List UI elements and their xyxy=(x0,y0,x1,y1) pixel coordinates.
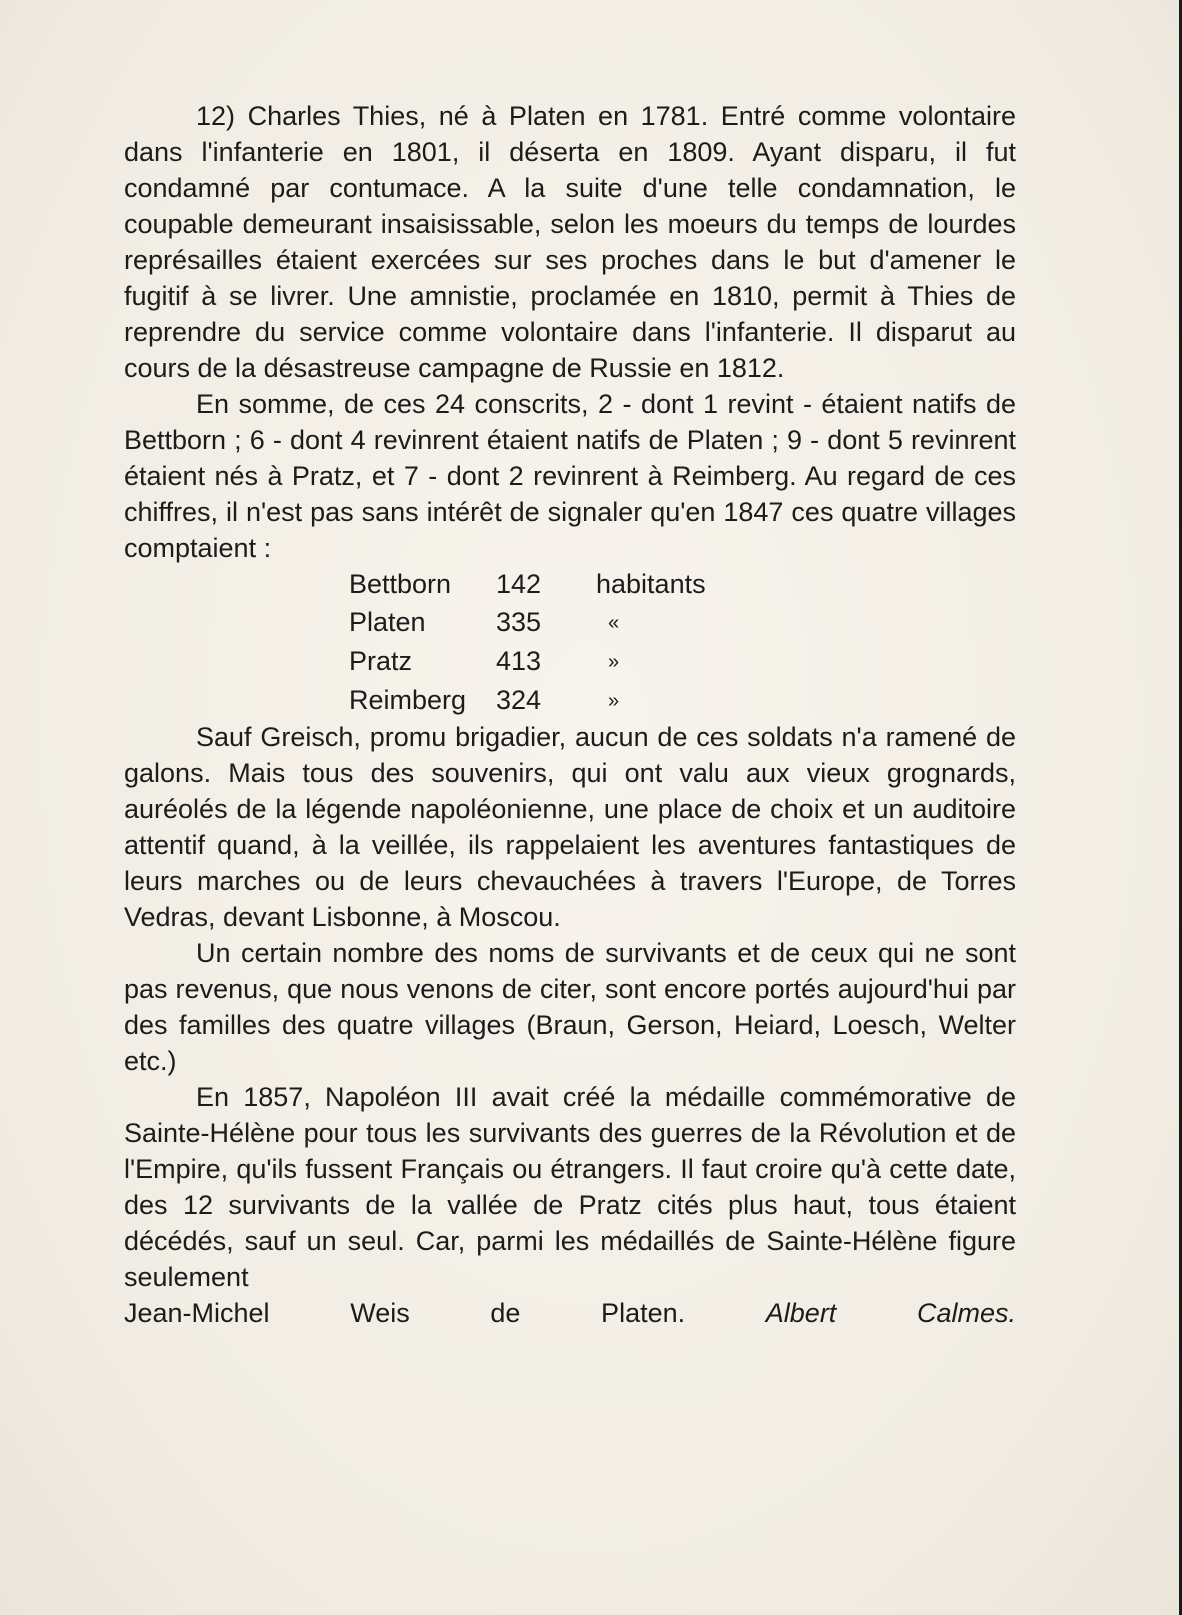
population-unit: habitants xyxy=(596,569,706,599)
ditto-mark: » xyxy=(608,651,620,673)
village-name: Bettborn xyxy=(349,569,452,599)
paragraph-veterans: Sauf Greisch, promu brigadier, aucun de ces soldats n'a ramené de galons. Mais tous des souvenirs, qui ont valu aux vieux grognards, auréolés de la légende napoléonienne, une place de choix et un auditoire attentif quand, à la veillée, ils rappelaient les aventures fantastiques de leurs marches ou de leurs chevauchées à travers l'Europe, de Torres Vedras, devant Lisbonne, à Moscou. xyxy=(124,722,1016,932)
population-count: 142 xyxy=(496,569,542,599)
paragraph-conscripts-summary: En somme, de ces 24 conscrits, 2 - dont 1 revint - étaient natifs de Bettborn ; 6 - dont 4 revinrent étaient natifs de Platen ; 9 - dont 5 revinrent étaient nés à Pratz, et 7 - dont 2 revinrent à Reimberg. Au regard de ces chiffres, il n'est pas sans intérêt de signaler qu'en 1847 ces quatre villages comptaient : xyxy=(124,389,1016,563)
author-signature: Albert Calmes. xyxy=(765,1298,1016,1328)
ditto-mark: « xyxy=(608,612,620,634)
population-count: 324 xyxy=(496,684,542,715)
population-count: 413 xyxy=(496,645,542,676)
village-name: Pratz xyxy=(349,645,413,676)
paragraph-thies: 12) Charles Thies, né à Platen en 1781. Entré comme volontaire dans l'infanterie en 1801, il déserta en 1809. Ayant disparu, il fut condamné par contumace. A la suite d'une telle condamnation, le coupable demeurant insaisissable, selon les moeurs du temps de lourdes représailles étaient exercées sur ses proches dans le but d'amener le fugitif à se livrer. Une amnistie, proclamée en 1810, permit à Thies de reprendre du service comme volontaire dans l'infanterie. Il disparut au cours de la désastreuse campagne de Russie en 1812. xyxy=(124,101,1016,383)
table-row xyxy=(349,566,706,602)
paragraph-family-names: Un certain nombre des noms de survivants et de ceux qui ne sont pas revenus, que nous venons de citer, sont encore portés aujourd'hui par des familles des quatre villages (Braun, Gerson, Heiard, Loesch, Welter etc.) xyxy=(124,938,1016,1076)
closing-sentence: Jean-Michel Weis de Platen. xyxy=(124,1298,686,1328)
ditto-mark: » xyxy=(608,690,620,712)
article-text xyxy=(124,98,1016,1331)
table-row xyxy=(349,641,706,680)
table-row xyxy=(349,680,706,719)
closing-line xyxy=(124,1295,1016,1331)
paragraph-medal: En 1857, Napoléon III avait créé la médaille commémorative de Sainte-Hélène pour tous les survivants des guerres de la Révolution et de l'Empire, qu'ils fussent Français ou étrangers. Il faut croire qu'à cette date, des 12 survivants de la vallée de Pratz cités plus haut, tous étaient décédés, sauf un seul. Car, parmi les médaillés de Sainte-Hélène figure seulement xyxy=(124,1082,1016,1292)
village-name: Reimberg xyxy=(349,684,467,715)
table-row xyxy=(349,602,706,641)
village-name: Platen xyxy=(349,606,426,637)
population-table xyxy=(349,566,706,719)
population-count: 335 xyxy=(496,606,542,637)
